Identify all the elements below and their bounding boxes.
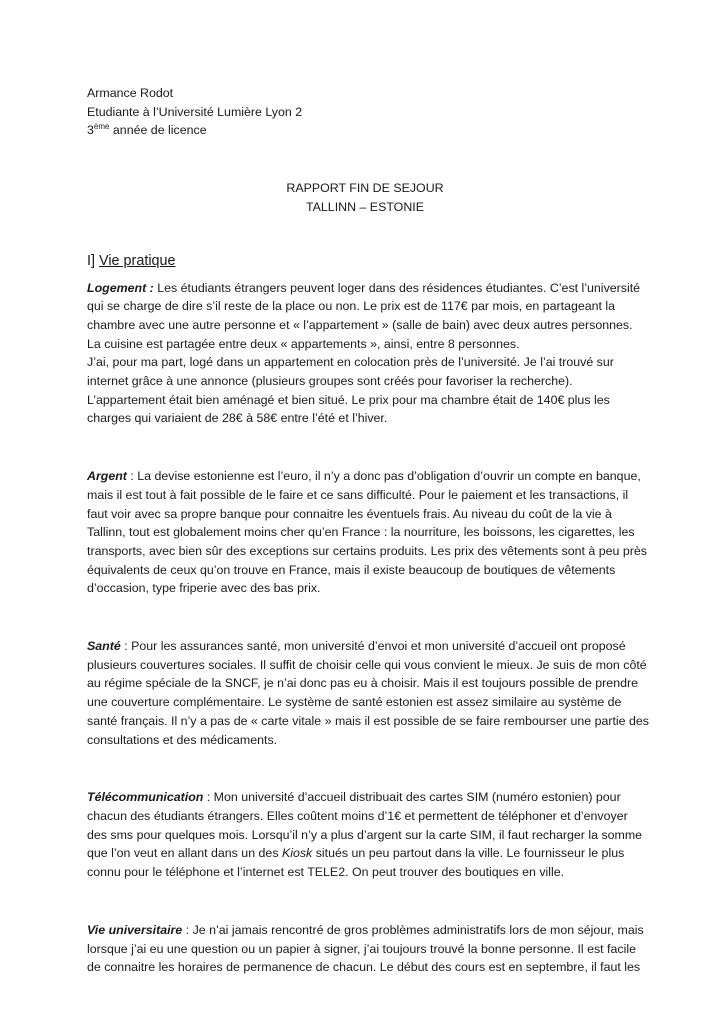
term-telecommunication: Télécommunication: [87, 790, 204, 805]
paragraph-line: connu pour le téléphone et l’internet est TELE2. On peut trouver des boutiques en ville.: [87, 865, 565, 880]
paragraph-line: d’occasion, type friperie avec des bas prix.: [87, 581, 321, 596]
author-name: Armance Rodot: [87, 86, 174, 100]
paragraph-line: de connaitre les horaires de permanence de chacun. Le début des cours est en septembre, il faut les: [87, 960, 641, 975]
report-title: [87, 179, 643, 216]
paragraph-line: plusieurs couvertures sociales. Il suffit de choisir celle qui vous convient le mieux. Je suis de mon côté: [87, 657, 647, 672]
author-affiliation: Etudiante à l’Université Lumière Lyon 2: [87, 104, 303, 119]
term-logement: Logement :: [87, 280, 154, 295]
term-argent: Argent: [87, 469, 127, 484]
paragraph-logement: [87, 279, 643, 429]
paragraph-line: que l’on veut en allant dans un des Kiosk situés un peu partout dans la ville. Le fournisseur le plus: [87, 846, 625, 861]
paragraph-sante: [87, 637, 649, 749]
paragraph-line: faut voir avec sa propre banque pour connaitre les éventuels frais. Au niveau du coût de la vie à: [87, 506, 612, 521]
paragraph-line: charges qui variaient de 28€ à 58€ entre l’été et l’hiver.: [87, 411, 388, 426]
paragraph-line: La cuisine est partagée entre deux « appartements », ainsi, entre 8 personnes.: [87, 336, 520, 351]
author-year-rest: année de licence: [109, 123, 207, 138]
section-label: Vie pratique: [99, 252, 176, 269]
paragraph-line: : La devise estonienne est l’euro, il n’y a donc pas d’obligation d’ouvrir un compte en banque,: [126, 469, 641, 484]
section-number: I]: [87, 252, 99, 269]
paragraph-line: lorsque j’ai eu une question ou un papier à signer, j’ai toujours trouvé la bonne personne. Il est facile: [87, 941, 636, 956]
paragraph-line: chacun des étudiants étrangers. Elles coûtent moins d’1€ et permettent de téléphoner et d’envoyer: [87, 808, 628, 823]
document-page: [87, 84, 649, 1016]
paragraph-argent: [87, 467, 647, 598]
report-title-line2: TALLINN – ESTONIE: [306, 199, 424, 214]
paragraph-line: une couverture complémentaire. Le système de santé estonien est assez similaire au système de: [87, 695, 622, 710]
paragraph-line: consultations et des médicaments.: [87, 732, 278, 747]
author-year-superscript: ème: [93, 122, 110, 132]
section-heading: [87, 251, 643, 271]
report-title-line1: RAPPORT FIN DE SEJOUR: [286, 181, 444, 196]
paragraph-vie-universitaire: [87, 921, 643, 977]
paragraph-line: : Mon université d’accueil distribuait des cartes SIM (numéro estonien) pour: [203, 790, 621, 805]
paragraph-line: santé français. Il n’y a pas de « carte vitale » mais il est possible de se faire rembourser une partie des: [87, 713, 649, 728]
paragraph-line: chambre avec une autre personne et « l’appartement » (salle de bain) avec deux autres personnes.: [87, 317, 633, 332]
paragraph-line: internet grâce à une annonce (plusieurs groupes sont créés pour favoriser la recherche).: [87, 374, 573, 389]
paragraph-line: équivalents de ceux qu’on trouve en France, mais il existe beaucoup de boutiques de vêtements: [87, 562, 616, 577]
paragraph-line: : Pour les assurances santé, mon université d’envoi et mon université d’accueil ont proposé: [120, 639, 626, 654]
paragraph-line: au régime spéciale de la SNCF, je n’ai donc pas eu à choisir. Mais il est toujours possible de prendre: [87, 676, 638, 691]
paragraph-line: : Je n’ai jamais rencontré de gros problèmes administratifs lors de mon séjour, mais: [182, 922, 644, 937]
kiosk-term: Kiosk: [281, 846, 313, 861]
paragraph-line: des sms pour quelques mois. Lorsqu’il n’y a plus d’argent sur la carte SIM, il faut recharger la somme: [87, 827, 643, 842]
paragraph-telecommunication: [87, 788, 643, 882]
paragraph-line: Les étudiants étrangers peuvent loger dans des résidences étudiantes. C’est l’université: [153, 280, 641, 295]
paragraph-line: L’appartement était bien aménagé et bien situé. Le prix pour ma chambre était de 140€ plus les: [87, 392, 610, 407]
paragraph-line: Tallinn, tout est globalement moins cher qu’en France : la nourriture, les boissons, les cigarettes, les: [87, 525, 635, 540]
paragraph-line: transports, avec bien sûr des exceptions sur certains produits. Les prix des vêtements sont à peu près: [87, 543, 647, 558]
paragraph-line: qui se charge de dire s’il reste de la place ou non. Le prix est de 117€ par mois, en partageant la: [87, 299, 616, 314]
author-year-number: 3: [87, 123, 94, 138]
author-year: [87, 121, 643, 140]
term-vie-universitaire: Vie universitaire: [87, 922, 183, 937]
term-sante: Santé: [87, 639, 121, 654]
author-block: [87, 84, 643, 140]
paragraph-line: J’ai, pour ma part, logé dans un appartement en colocation près de l’université. Je l’ai trouvé sur: [87, 355, 614, 370]
paragraph-line: mais il est tout à fait possible de le faire et ce sans difficulté. Pour le paiement et les transactions, il: [87, 487, 629, 502]
